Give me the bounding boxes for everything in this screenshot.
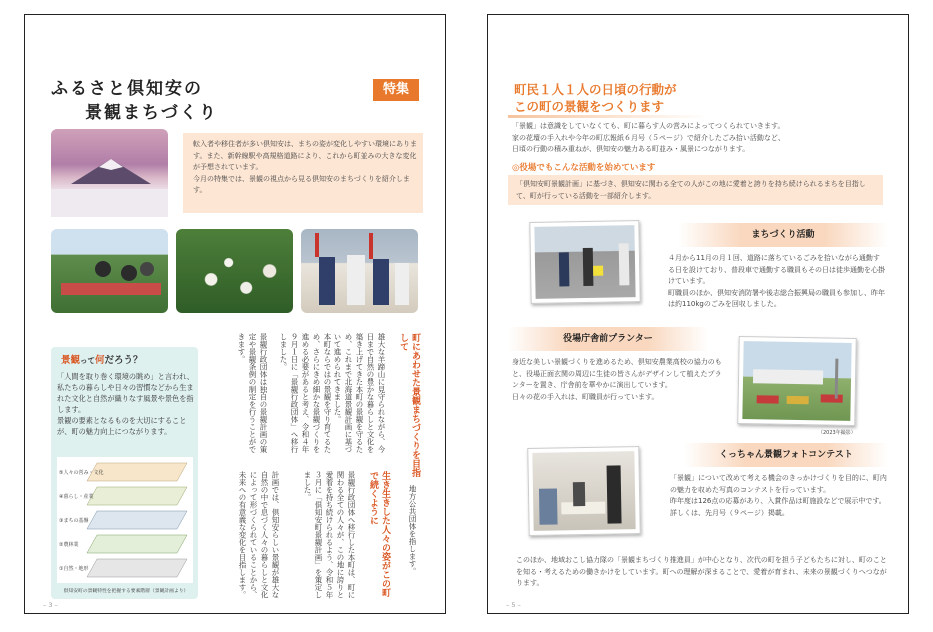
box-title (61, 352, 143, 366)
box-title-a: 景観 (61, 355, 81, 366)
heading-lively-people: 生き生きした人々の姿がこの町で続くように (368, 471, 390, 597)
layer-5: ⑤人々の営み・文化 (59, 470, 104, 476)
feature-tag: 特集 (373, 79, 419, 101)
column-1: 雄大な羊蹄山に見守られながら、今日まで自然の豊かな暮らしと文化を築き上げてきた本町の景観を守るため、これまで北海道景観計画に基づいて進められてきました。 (333, 333, 386, 453)
act1-title: まちづくり活動 (678, 223, 888, 247)
heading-underline (508, 115, 708, 118)
planting-photo (51, 229, 168, 313)
act2-title: 役場庁舎前プランター (508, 327, 708, 351)
page-number-right: – 5 – (506, 601, 521, 609)
layer-labels (59, 461, 103, 581)
column-5: 計画では、倶知安らしい景観が雄大な自然の中で息づく人々の暮らしと文化によって形づくられていることから、未来への有意義な変化を目指します。 (238, 471, 280, 599)
feature-title-line2: 景観まちづくり (85, 103, 218, 123)
sub-body: 「倶知安町景観計画」に基づき、倶知安に関わる全ての人がこの地に愛着と誇りを持ち続けられるまちを目指して、町が行っている活動を一部紹介します。 (516, 180, 866, 200)
cleanup-photo (529, 220, 640, 304)
left-page (24, 14, 446, 614)
act3-title: くっちゃん景観フォトコンテスト (684, 443, 888, 467)
right-heading-line2: この町の景観をつくります (514, 99, 665, 114)
column-end: 地方公共団体を指します。 (408, 485, 417, 575)
act3-body: 「景観」について改めて考える機会のきっかけづくりを目的に、町内の魅力を収めた写真のコンテストを行っています。 昨年度は126点の応募があり、入賞作品は町施設などで展示中です。詳しくは、先月号（９ページ）掲載。 (670, 474, 887, 517)
layer-2: ②農林業 (59, 542, 79, 548)
right-page (487, 14, 909, 614)
layer-4: ④暮らし・産業 (59, 494, 94, 500)
box-title-c: 何 (95, 355, 105, 366)
closing-text: このほか、地域おこし協力隊の「景観まちづくり推進員」が中心となり、次代の町を担う子どもたちに対し、町のことを知る・考えるための働きかけをしています。町への理解が深まることで、愛着が育まれ、未来の景観づくりへつながります。 (516, 556, 887, 587)
act2-caption: （2023年撮影） (818, 430, 856, 436)
column-3: 景観行政団体は独自の景観計画の策定や景観条例の制定を行うことができます。 (237, 333, 268, 453)
box-title-d: だろう？ (104, 355, 143, 366)
feature-title-line1: ふるさと倶知安の (51, 79, 203, 99)
layer-1: ①自然・地形 (59, 566, 89, 572)
column-4: 景観行政団体へ移行した本町は、町に関わる全ての人々が、この地に誇りと愛着を持ち続けられるよう、令和５年３月に「倶知安町景観計画」を策定しました。 (303, 471, 356, 599)
photo-contest-photo (527, 446, 641, 536)
act1-body: ４月から11月の月１回、道路に落ちているごみを拾いながら通勤する日を設けており、普段車で通勤する職員もその日は徒歩通勤を心掛けています。 町職員のほか、倶知安消防署や後志総合振興局の職員も参加し、昨年は約110kgのごみを回収しました。 (668, 254, 885, 308)
intro-text: 転入者や移住者が多い倶知安は、まちの姿が変化しやすい環境にあります。また、新幹線駅や高規格道路により、これから町並みの大きな変化が予想されています。 今月の特集では、景観の視点から見る倶知安のまちづくりを紹介します。 (193, 140, 417, 194)
diagram-caption: 倶知安町の景観特性を把握する要素階層（景観計画より） (63, 589, 189, 594)
sub-heading: ◎役場でもこんな活動を始めています (512, 163, 656, 173)
page-number-left: – 3 – (43, 601, 58, 609)
planter-photo (737, 336, 857, 426)
potato-flowers-photo (176, 229, 293, 313)
layer-3: ③まちの基盤 (59, 518, 89, 524)
right-intro: 「景観」は意識をしていなくても、町に暮らす人の営みによってつくられていきます。 家の花壇の手入れや今年の町広報紙６月号（５ページ）で紹介したごみ拾い活動など、 日頃の行動の積み重ねが、倶知安の魅力ある町並み・風景につながります。 (512, 122, 785, 153)
festival-photo (301, 229, 418, 313)
mount-yotei-photo (51, 129, 168, 217)
right-heading-line1: 町民１人１人の日頃の行動が (514, 82, 677, 97)
box-title-b: って (80, 356, 96, 365)
column-2: 本町ならではの景観を守り育てるため、さらにきめ細かな景観づくりを進める必要があると考え、令和４年９月１日に「景観行政団体」へ移行しました。 (279, 333, 332, 453)
heading-town-landscape: 町にあわせた景観まちづくりを目指して (398, 333, 420, 477)
act2-body: 身近な美しい景観づくりを進めるため、倶知安農業高校の協力のもと、役場正面玄関の周辺に生徒の皆さんがデザインして植えたプランターを置き、庁舎前を華やかに演出しています。 日々の花の手入れは、町職員が行っています。 (512, 358, 722, 401)
box-body: 「人間を取り巻く環境の眺め」と言われ、私たちの暮らしや日々の習慣などから生まれた文化と自然が織りなす風景や景色を指します。 景観の要素となるものを大切にすることが、町の魅力向上につながります。 (57, 372, 194, 436)
